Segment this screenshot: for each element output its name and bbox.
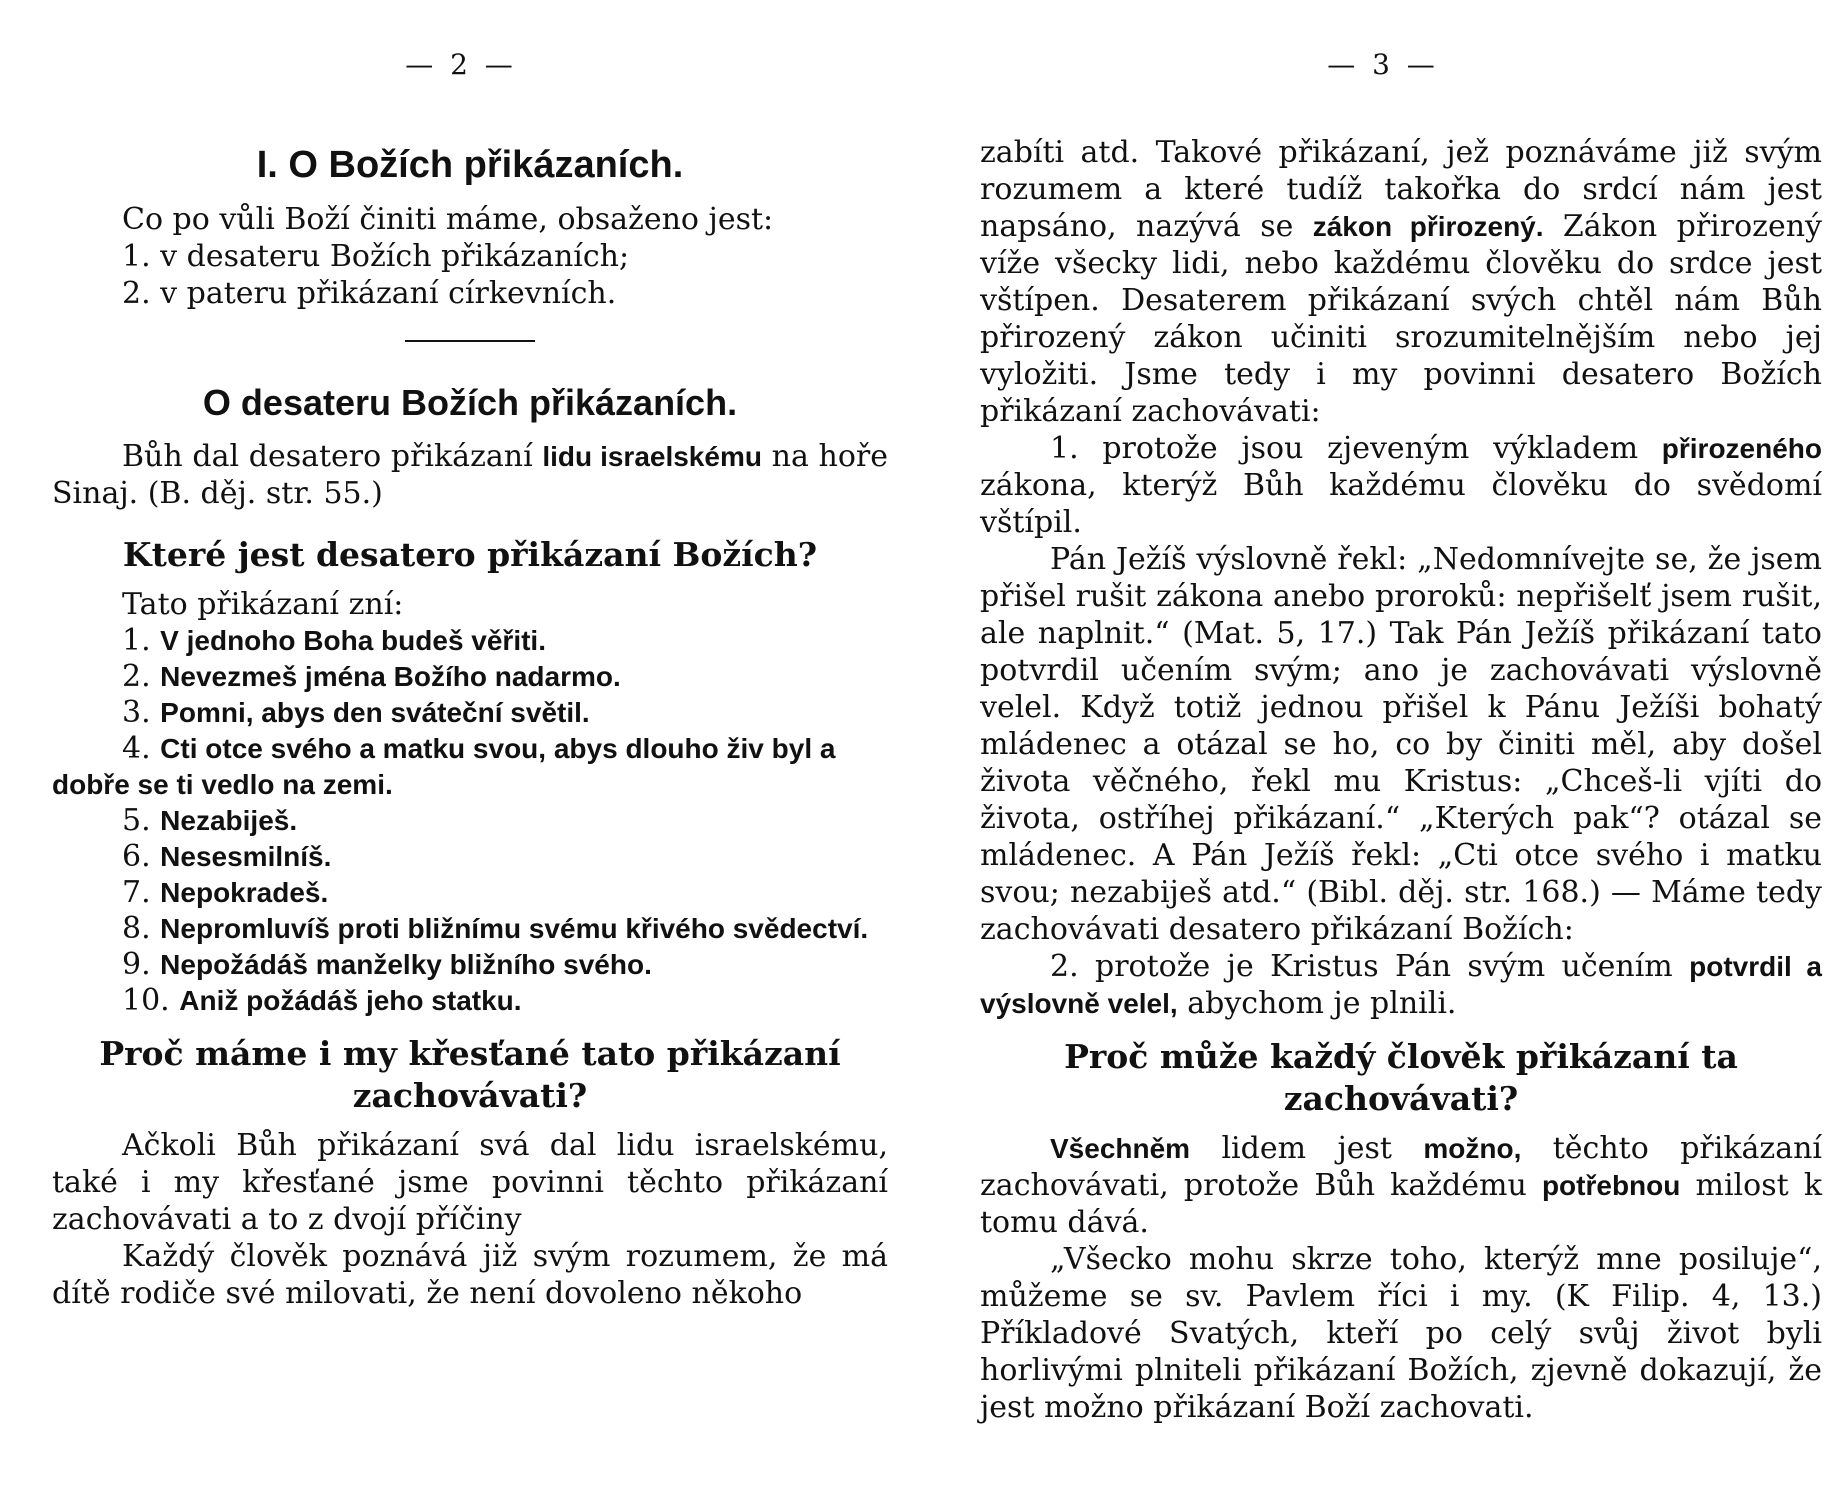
intro-item-2: 2. v pateru přikázaní církevních. — [122, 276, 617, 311]
section-divider — [405, 340, 535, 342]
commandment-item: 10. Aniž požádáš jeho statku. — [122, 983, 522, 1018]
intro-item-1: 1. v desateru Božích přikázaních; — [122, 239, 630, 274]
question-heading-2: Proč máme i my křesťané tato přikázaní zachovávati? — [99, 1034, 841, 1115]
page-number-left: — 2 — — [405, 48, 517, 81]
question-heading-1: Které jest desatero přikázaní Božích? — [122, 535, 818, 574]
page-number-right: — 3 — — [1327, 48, 1439, 81]
chapter-title: I. O Božích přikázaních. — [256, 144, 684, 186]
paragraph: 1. protože jsou zjeveným výkladem přirozeného zákona, kterýž Bůh každému člověku do svědomí vštípil. — [980, 431, 1822, 540]
paragraph: Ačkoli Bůh přikázaní svá dal lidu israelskému, také i my křesťané jsme povinni těchto přikázaní zachovávati a to z dvojí příčiny — [52, 1128, 888, 1237]
paragraph: Pán Ježíš výslovně řekl: „Nedomnívejte se, že jsem přišel rušit zákona anebo proroků: nepřišelť jsem rušit, ale naplnit.“ (Mat. 5, 17.) Tak Pán Ježíš přikázaní tato potvrdil učením svým; ano je zachovávati výslovně velel. Když totiž jednou přišel k Pánu Ježíši bohatý mládenec a otázal se ho, co by činiti měl, aby došel života věčného, řekl mu Kristus: „Chceš-li vjíti do života, ostříhej přikázaní.“ „Kterých pak“? otázal se mládenec. A Pán Ježíš řekl: „Cti otce svého i matku svou; nezabiješ atd.“ (Bibl. děj. str. 168.) — Máme tedy zachovávati desatero přikázaní Božích: — [980, 542, 1822, 947]
commandment-item: 6. Nesesmilníš. — [122, 839, 332, 874]
commandment-item: 5. Nezabiješ. — [122, 803, 298, 838]
section-text: Bůh dal desatero přikázaní lidu israelskému na hoře Sinaj. (B. děj. str. 55.) — [52, 439, 889, 511]
paragraph: 2. protože je Kristus Pán svým učením potvrdil a výslovně velel, abychom je plnili. — [980, 949, 1822, 1021]
commandment-item: 4. Cti otce svého a matku svou, abys dlouho živ byl a dobře se ti vedlo na zemi. — [52, 731, 836, 800]
paragraph: Všechněm lidem jest možno, těchto přikázaní zachovávati, protože Bůh každému potřebnou milost k tomu dává. — [980, 1131, 1822, 1240]
commandment-item: 3. Pomni, abys den sváteční světil. — [122, 695, 590, 730]
left-column — [52, 138, 888, 1312]
paragraph: „Všecko mohu skrze toho, kterýž mne posiluje“, můžeme se sv. Pavlem říci i my. (K Filip. 4, 13.) Příkladové Svatých, kteří po celý svůj život byli horlivými plniteli přikázaní Božích, zjevně dokazují, že jest možno přikázaní Boží zachovati. — [980, 1242, 1822, 1425]
section-title: O desateru Božích přikázaních. — [202, 382, 738, 423]
right-page — [922, 0, 1844, 1500]
intro-text: Co po vůli Boží činiti máme, obsaženo jest: — [122, 202, 774, 237]
paragraph: Každý člověk poznává již svým rozumem, že má dítě rodiče své milovati, že není dovoleno někoho — [52, 1239, 888, 1311]
right-column — [980, 134, 1822, 1426]
paragraph: zabíti atd. Takové přikázaní, jež poznáváme již svým rozumem a které tudíž takořka do srdcí nám jest napsáno, nazývá se zákon přirozený. Zákon přirozený víže všecky lidi, nebo každému člověku do srdce jest vštípen. Desaterem přikázaní svých chtěl nám Bůh přirozený zákon učiniti srozumitelnějším nebo jej vyložiti. Jsme tedy i my povinni desatero Božích přikázaní zachovávati: — [980, 135, 1822, 429]
commandment-item: 7. Nepokradeš. — [122, 875, 329, 910]
commandment-item: 9. Nepožádáš manželky bližního svého. — [122, 947, 652, 982]
commandment-item: 8. Nepromluvíš proti bližnímu svému křivého svědectví. — [122, 911, 869, 946]
commandment-item: 1. V jednoho Boha budeš věřiti. — [122, 623, 546, 658]
question-heading-3: Proč může každý člověk přikázaní ta zachovávati? — [1064, 1037, 1738, 1118]
commandment-item: 2. Nevezmeš jména Božího nadarmo. — [122, 659, 621, 694]
commandments-intro: Tato přikázaní zní: — [122, 587, 404, 622]
commandments-list — [52, 623, 888, 1019]
